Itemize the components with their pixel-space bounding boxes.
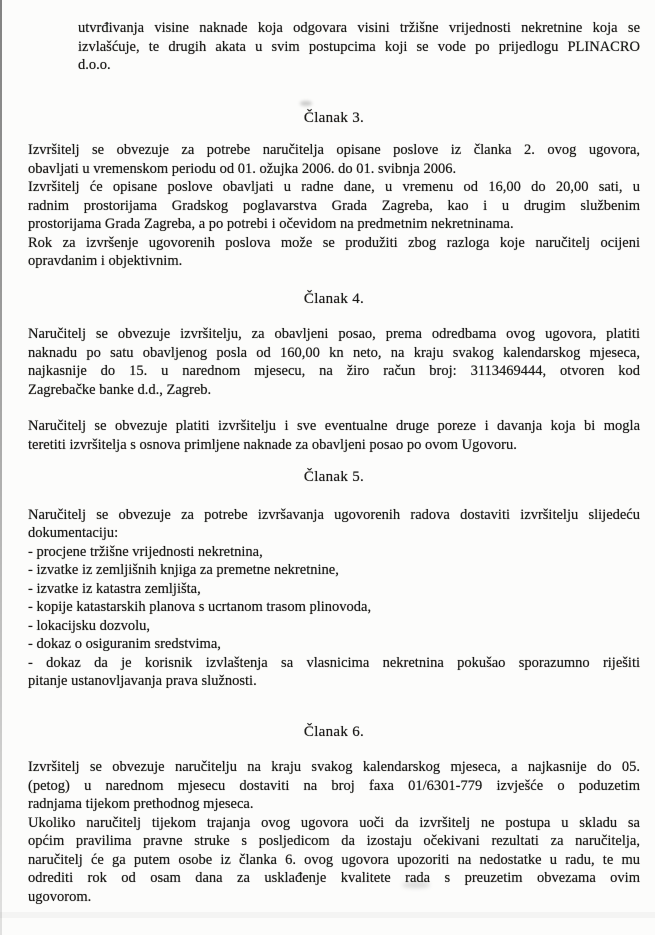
text-line: (petog) u narednom mjesecu dostaviti na broj faxa 01/6301-779 izvješće o poduzetim bbox=[28, 777, 640, 794]
scan-band-artifact bbox=[0, 912, 655, 918]
text-line: ugovorom. bbox=[28, 888, 92, 905]
text-line: Izvršitelj će opisane poslove obavljati u radne dane, u vremenu od 16,00 do 20,00 sati, u bbox=[28, 179, 640, 195]
text-line: radnjama tijekom prethodnog mjeseca. bbox=[28, 796, 254, 812]
text-line: - procjene tržišne vrijednosti nekretnina, bbox=[28, 543, 263, 560]
text-line: utvrđivanja visine naknade koja odgovara visini tržišne vrijednosti nekretnine koja se bbox=[78, 20, 640, 36]
text-line: naručitelj će ga putem osobe iz članka 6. ovog ugovora upozoriti na nedostatke u radu, te mu bbox=[28, 851, 640, 868]
section-clanak-6 bbox=[28, 723, 640, 907]
text-line: naknadu po satu obavljenog posla od 160,00 kn neto, na kraju svakog kalendarskog mjeseca, bbox=[28, 344, 640, 361]
text-line: - kopije katastarskih planova s ucrtanom trasom plinovoda, bbox=[28, 599, 372, 615]
section-paragraph bbox=[28, 325, 640, 399]
text-line: Zagrebačke banke d.d., Zagreb. bbox=[28, 381, 212, 398]
text-line: najkasnije do 15. u narednom mjesecu, na žiro račun broj: 3113469444, otvoren kod bbox=[28, 363, 640, 379]
text-line: radnim prostorijama Gradskog poglavarstva Grada Zagreba, kao i u drugim službenim bbox=[28, 197, 640, 214]
section-paragraph bbox=[28, 417, 640, 454]
section-heading-clanak-5: Članak 5. bbox=[303, 469, 365, 485]
section-paragraph bbox=[28, 141, 640, 271]
text-line: Naručitelj se obvezuje za potrebe izvršavanja ugovorenih radova dostaviti izvršitelju slijedeću bbox=[28, 506, 640, 523]
intro-paragraph bbox=[78, 19, 640, 75]
text-line: - dokaz da je korisnik izvlaštenja sa vlasnicima nekretnina pokušao sporazumno riješiti bbox=[28, 654, 640, 671]
text-line: prostorijama Grada Zagreba, a po potrebi i očevidom na predmetnim nekretninama. bbox=[28, 216, 514, 232]
text-line: općim pravilima pravne struke s posljedicom da izostaju očekivani rezultati za naručitelja, bbox=[28, 833, 640, 849]
text-line: pitanje ustanovljavanja prava služnosti. bbox=[28, 673, 257, 689]
text-line: - izvatke iz zemljišnih knjiga za premetne nekretnine, bbox=[28, 562, 339, 578]
text-line: d.o.o. bbox=[78, 57, 111, 73]
section-heading-clanak-4: Članak 4. bbox=[303, 290, 365, 307]
text-line: odrediti rok od osam dana za usklađenje kvalitete rada s preuzetim obvezama ovim bbox=[28, 870, 640, 886]
text-line: teretiti izvršitelja s osnova primljene naknade za obavljeni posao po ovom Ugovoru. bbox=[28, 436, 517, 453]
text-line: Naručitelj se obvezuje platiti izvršitelju i sve eventualne druge poreze i davanja koja bi mogla bbox=[28, 418, 640, 434]
section-paragraph bbox=[28, 758, 640, 906]
text-line: izvlašćuje, te drugih akata u svim postupcima koji se vode po prijedlogu PLINACRO bbox=[78, 38, 640, 55]
section-heading-clanak-6: Članak 6. bbox=[303, 723, 365, 740]
section-heading-clanak-3: Članak 3. bbox=[303, 109, 365, 126]
section-clanak-3 bbox=[28, 109, 640, 271]
scan-edge-artifact bbox=[0, 0, 2, 935]
text-line: - lokacijsku dozvolu, bbox=[28, 617, 151, 634]
text-line: - izvatke iz katastra zemljišta, bbox=[28, 580, 201, 597]
document-body bbox=[28, 19, 640, 906]
text-line: - dokaz o osiguranim sredstvima, bbox=[28, 636, 221, 652]
text-line: dokumentaciju: bbox=[28, 525, 119, 541]
text-line: Naručitelj se obvezuje izvršitelju, za obavljeni posao, prema odredbama ovog ugovora, platiti bbox=[28, 326, 640, 342]
text-line: opravdanim i objektivnim. bbox=[28, 253, 183, 269]
section-clanak-5 bbox=[28, 468, 640, 691]
text-line: Ukoliko naručitelj tijekom trajanja ovog ugovora uoči da izvršitelj ne postupa u skladu sa bbox=[28, 814, 640, 831]
text-line: Izvršitelj se obvezuje za potrebe naručitelja opisane poslove iz članka 2. ovog ugovora, bbox=[28, 142, 640, 158]
text-line: obavljati u vremenskom periodu od 01. ožujka 2006. do 01. svibnja 2006. bbox=[28, 160, 457, 177]
text-line: Izvršitelj se obvezuje naručitelju na kraju svakog kalendarskog mjeseca, a najkasnije do 05. bbox=[28, 759, 640, 775]
text-line: Rok za izvršenje ugovorenih poslova može se produžiti zbog razloga koje naručitelj ocijeni bbox=[28, 234, 640, 251]
section-clanak-4 bbox=[28, 290, 640, 455]
section-paragraph bbox=[28, 506, 640, 691]
